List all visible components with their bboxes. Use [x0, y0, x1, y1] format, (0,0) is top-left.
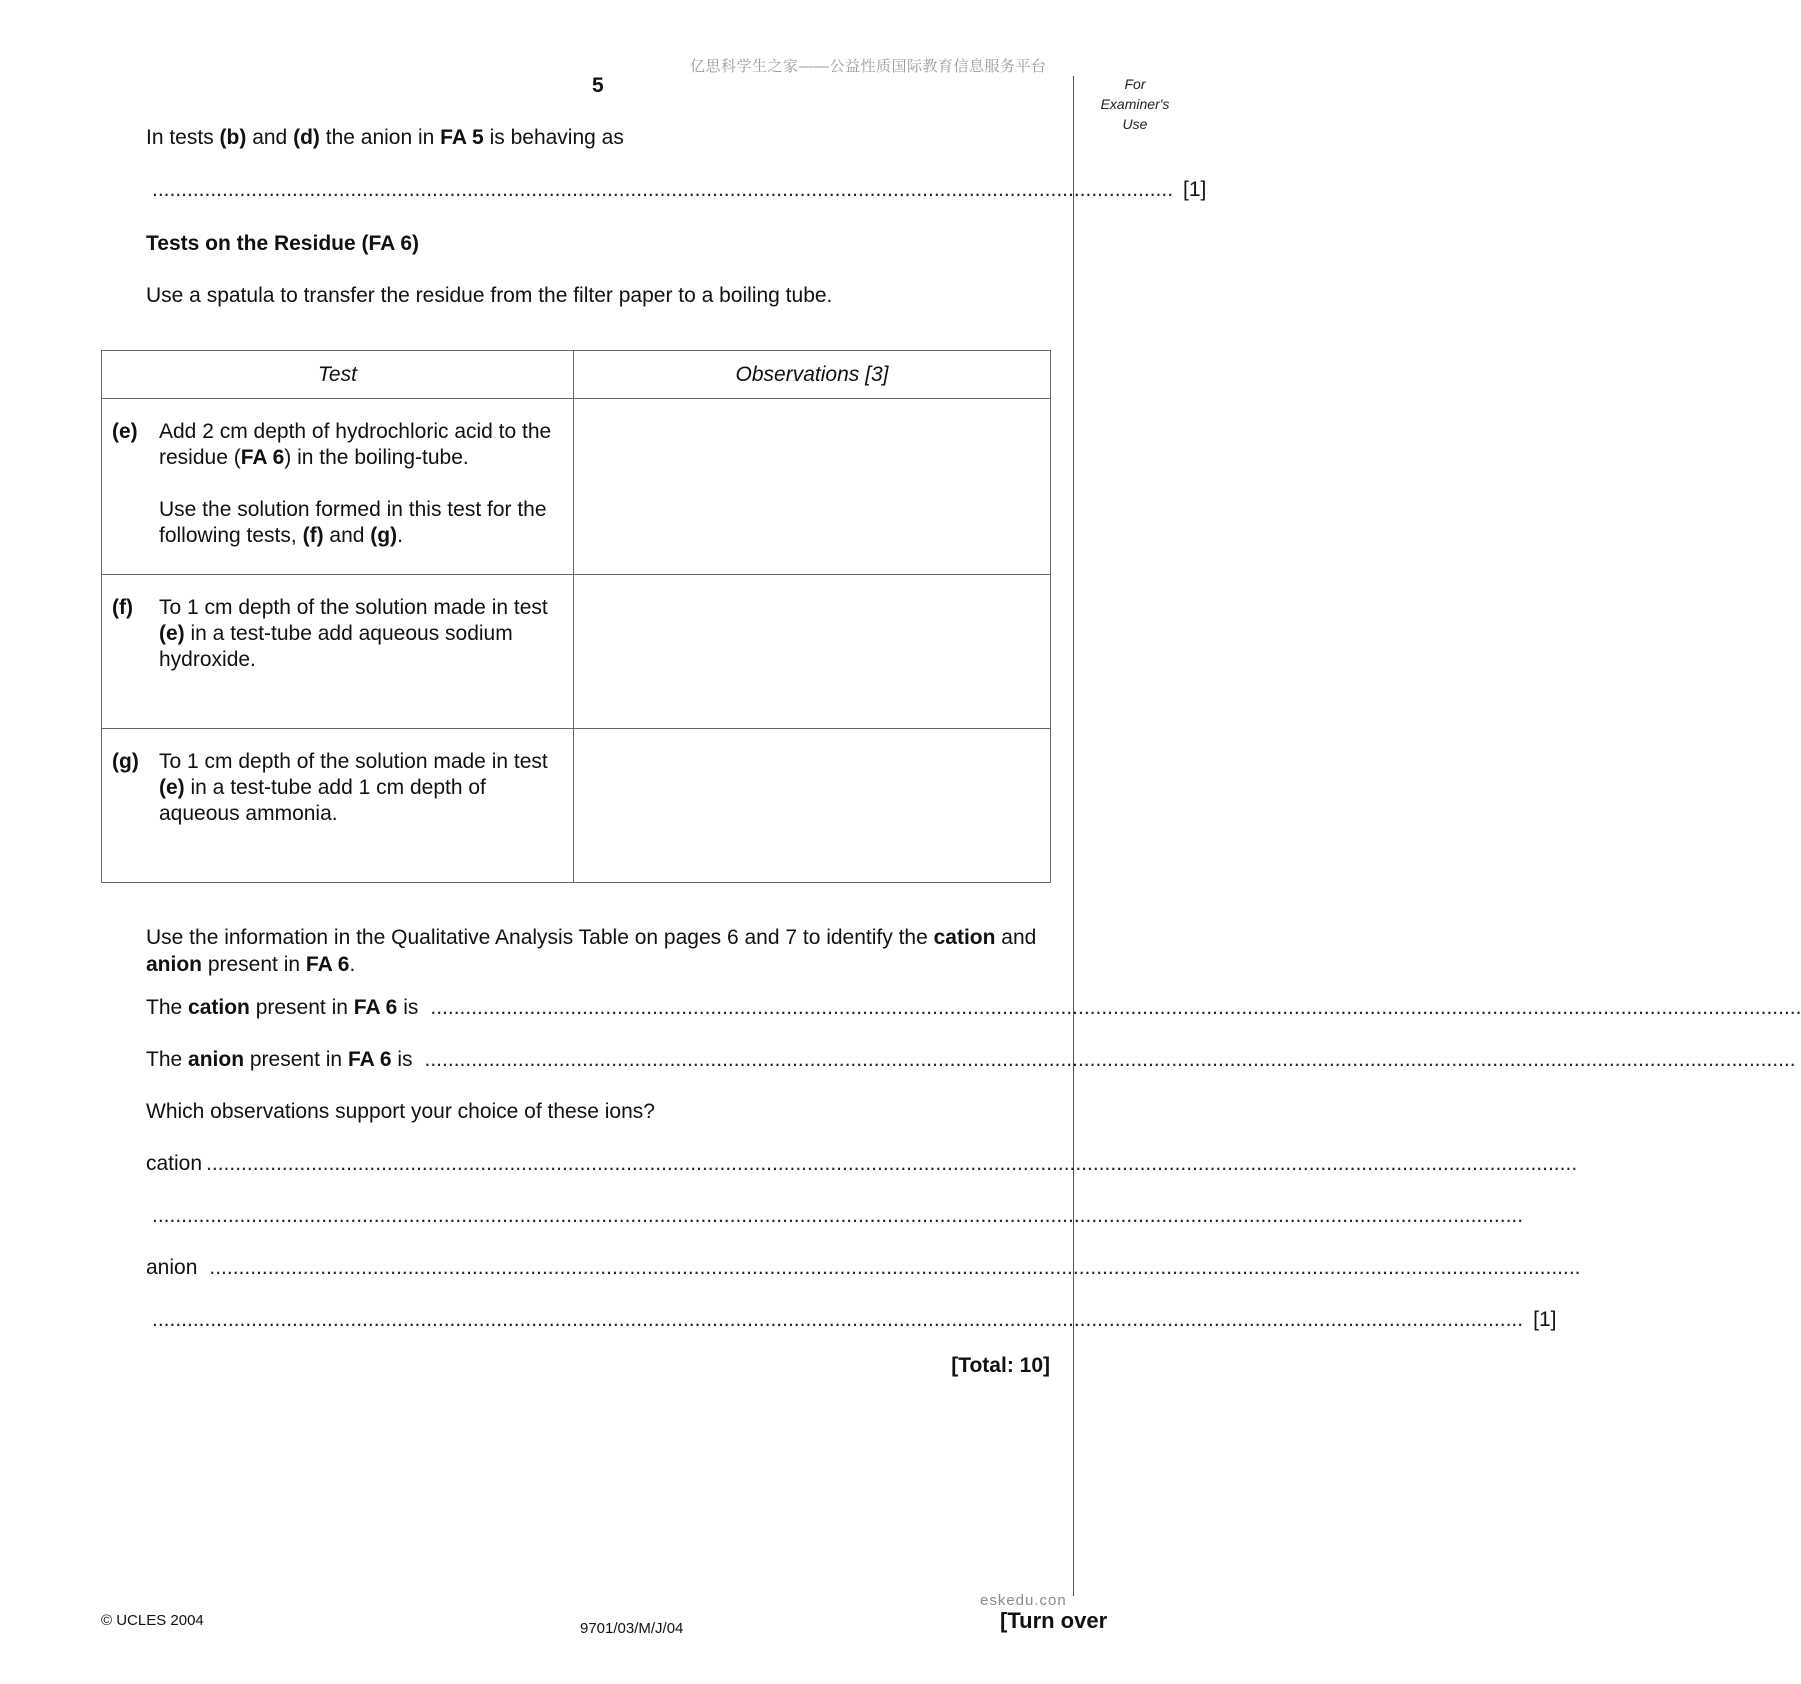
identify-text: present in — [202, 953, 306, 976]
test-e-fa6: FA 6 — [240, 446, 285, 469]
test-g-text: in a test-tube add 1 cm depth of aqueous ammonia. — [159, 776, 486, 825]
answer-dots: ............................................................................................................................................................................... — [152, 178, 1174, 201]
anion-support-dots: ........................................................................................................................................................................................................................................... — [209, 1256, 1581, 1279]
cation-support-label: cation — [146, 1152, 203, 1175]
test-g-text: To 1 cm depth of the solution made in test — [159, 750, 548, 773]
test-g-ref-e: (e) — [159, 776, 185, 799]
test-e-text: ) in the boiling-tube. — [284, 446, 469, 469]
identify-fa6: FA 6 — [305, 953, 350, 976]
test-label-f: (f) — [112, 596, 133, 619]
examiner-label-line-2: Examiner's — [1100, 96, 1170, 112]
identify-text: . — [349, 953, 356, 976]
test-body-e — [159, 399, 573, 549]
cation-answer-label — [146, 996, 418, 1020]
test-e-text: Use the solution formed in this test for the following tests, — [159, 498, 547, 547]
test-cell-f — [102, 575, 574, 729]
identify-text: Use the information in the Qualitative Analysis Table on pages 6 and 7 to identify the — [146, 926, 934, 949]
support-question: Which observations support your choice of these ions? — [146, 1100, 655, 1123]
anion-line-word: anion — [188, 1048, 245, 1071]
anion-answer-label — [146, 1048, 413, 1072]
test-e-ref-f: (f) — [302, 524, 324, 547]
test-label-e: (e) — [112, 420, 138, 443]
cation-line-text: The — [146, 996, 189, 1019]
table-header-row — [102, 351, 1051, 399]
q-intro-mid2: the anion in — [319, 126, 441, 149]
mark-allocation-support: [1] — [1533, 1308, 1557, 1331]
answer-line-behaviour[interactable] — [148, 178, 1207, 202]
test-f-step — [159, 595, 569, 673]
q-intro-b: (b) — [219, 126, 247, 149]
footer-watermark: eskedu.con — [980, 1592, 1067, 1609]
table-row-f — [102, 575, 1051, 729]
cation-support-dots-2: ........................................................................................................................................................................................................................................... — [152, 1204, 1524, 1227]
cation-support-dots: ........................................................................................................................................................................................................................................... — [206, 1152, 1578, 1175]
test-cell-g — [102, 729, 574, 883]
cation-line-word: cation — [188, 996, 250, 1019]
anion-support-dots-2: ........................................................................................................................................................................................................................................... — [152, 1308, 1524, 1331]
q-intro-mid1: and — [246, 126, 294, 149]
page-number: 5 — [592, 74, 604, 97]
test-label-g: (g) — [112, 750, 139, 773]
anion-behaviour-question — [146, 124, 624, 151]
test-body-f — [159, 575, 573, 673]
test-f-text: To 1 cm depth of the solution made in test — [159, 596, 548, 619]
mark-allocation: [1] — [1183, 178, 1207, 201]
footer-copyright: © UCLES 2004 — [101, 1612, 204, 1629]
anion-answer-dots: ........................................................................................................................................................................................................................................... — [424, 1048, 1796, 1071]
test-e-step-1 — [159, 419, 569, 471]
anion-line-fa6: FA 6 — [347, 1048, 392, 1071]
test-e-text: Add 2 cm depth of hydrochloric acid to the residue ( — [159, 420, 552, 469]
tests-table — [101, 350, 1051, 883]
identify-anion: anion — [146, 953, 202, 976]
header-watermark: 亿思科学生之家——公益性质国际教育信息服务平台 — [690, 58, 1047, 75]
test-e-text: . — [397, 524, 403, 547]
examiner-use-label — [1090, 74, 1180, 134]
cation-line-text: present in — [249, 996, 354, 1019]
turn-over-label: [Turn over — [1000, 1608, 1108, 1633]
cation-support-line[interactable] — [146, 1152, 1578, 1176]
cation-line-text: is — [397, 996, 419, 1019]
table-row-e — [102, 399, 1051, 575]
cation-line-fa6: FA 6 — [353, 996, 398, 1019]
test-e-ref-g: (g) — [370, 524, 398, 547]
anion-line-text: is — [391, 1048, 413, 1071]
col-header-observations: Observations [3] — [574, 351, 1051, 399]
observation-cell-e[interactable] — [574, 399, 1051, 575]
examiner-label-line-1: For — [1124, 76, 1146, 92]
q-intro-d: (d) — [293, 126, 320, 149]
instruction-text: Use a spatula to transfer the residue from the filter paper to a boiling tube. — [146, 284, 833, 307]
test-body-g — [159, 729, 573, 827]
test-f-ref-e: (e) — [159, 622, 185, 645]
total-marks: [Total: 10] — [951, 1354, 1050, 1377]
anion-support-line-2[interactable] — [148, 1308, 1557, 1332]
cation-answer-line[interactable] — [146, 996, 1801, 1020]
section-heading: Tests on the Residue (FA 6) — [146, 232, 420, 255]
test-cell-e — [102, 399, 574, 575]
q-intro-pre: In tests — [146, 126, 220, 149]
test-f-text: in a test-tube add aqueous sodium hydroxide. — [159, 622, 513, 671]
col-header-test: Test — [102, 351, 574, 399]
examiner-margin-rule — [1073, 76, 1074, 1596]
test-e-step-2 — [159, 497, 569, 549]
cation-support-line-2[interactable] — [148, 1204, 1524, 1228]
examiner-label-line-3: Use — [1122, 116, 1148, 132]
identify-cation: cation — [933, 926, 996, 949]
identify-instruction — [146, 924, 1051, 978]
cation-answer-dots: ........................................................................................................................................................................................................................................... — [430, 996, 1801, 1019]
anion-support-label: anion — [146, 1256, 198, 1279]
q-intro-fa5: FA 5 — [440, 126, 484, 149]
identify-text: and — [995, 926, 1037, 949]
test-g-step — [159, 749, 569, 827]
test-e-text: and — [323, 524, 371, 547]
table-row-g — [102, 729, 1051, 883]
q-intro-post: is behaving as — [483, 126, 624, 149]
anion-line-text: present in — [244, 1048, 348, 1071]
observation-cell-g[interactable] — [574, 729, 1051, 883]
anion-answer-line[interactable] — [146, 1048, 1796, 1072]
observation-cell-f[interactable] — [574, 575, 1051, 729]
anion-line-text: The — [146, 1048, 189, 1071]
footer-paper-code: 9701/03/M/J/04 — [580, 1620, 684, 1637]
anion-support-line[interactable] — [146, 1256, 1581, 1280]
